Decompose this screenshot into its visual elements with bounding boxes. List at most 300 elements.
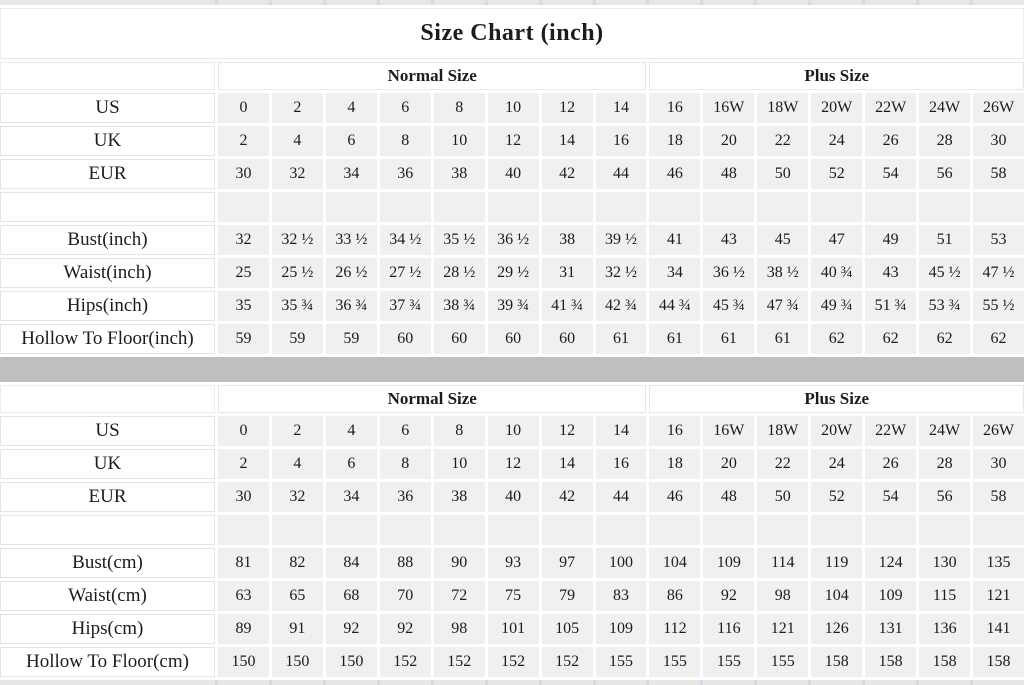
data-cell: 49 bbox=[865, 225, 916, 255]
data-cell: 60 bbox=[434, 324, 485, 354]
data-cell: 104 bbox=[811, 581, 862, 611]
data-cell: 16 bbox=[649, 93, 700, 123]
data-cell: 0 bbox=[218, 93, 269, 123]
cropped-cell bbox=[542, 0, 593, 5]
data-cell: 121 bbox=[757, 614, 808, 644]
data-cell: 36 ¾ bbox=[326, 291, 377, 321]
data-cell: 51 bbox=[919, 225, 970, 255]
data-cell: 53 ¾ bbox=[919, 291, 970, 321]
data-cell: 112 bbox=[649, 614, 700, 644]
cropped-row-bottom bbox=[0, 680, 1024, 685]
data-cell: 47 ¾ bbox=[757, 291, 808, 321]
data-cell: 61 bbox=[757, 324, 808, 354]
data-cell: 126 bbox=[811, 614, 862, 644]
cropped-cell bbox=[703, 0, 754, 5]
data-cell: 100 bbox=[596, 548, 647, 578]
data-cell: 24 bbox=[811, 449, 862, 479]
data-cell: 28 bbox=[919, 449, 970, 479]
data-cell: 109 bbox=[596, 614, 647, 644]
data-cell: 42 ¾ bbox=[596, 291, 647, 321]
row-label bbox=[0, 515, 215, 545]
data-cell: 41 ¾ bbox=[542, 291, 593, 321]
data-cell: 25 bbox=[218, 258, 269, 288]
data-cell: 152 bbox=[542, 647, 593, 677]
data-cell: 155 bbox=[596, 647, 647, 677]
data-cell: 81 bbox=[218, 548, 269, 578]
data-cell: 152 bbox=[380, 647, 431, 677]
row-label: Hollow To Floor(inch) bbox=[0, 324, 215, 354]
data-cell: 36 ½ bbox=[703, 258, 754, 288]
data-cell: 97 bbox=[542, 548, 593, 578]
data-cell: 45 ¾ bbox=[703, 291, 754, 321]
data-cell: 24W bbox=[919, 93, 970, 123]
data-cell: 135 bbox=[973, 548, 1024, 578]
data-cell: 16 bbox=[596, 126, 647, 156]
data-cell bbox=[811, 192, 862, 222]
data-cell: 28 ½ bbox=[434, 258, 485, 288]
data-cell bbox=[434, 192, 485, 222]
data-cell: 61 bbox=[596, 324, 647, 354]
row-label: EUR bbox=[0, 159, 215, 189]
cropped-cell bbox=[218, 680, 269, 685]
data-cell: 20W bbox=[811, 416, 862, 446]
data-cell: 124 bbox=[865, 548, 916, 578]
data-cell: 98 bbox=[434, 614, 485, 644]
data-cell: 4 bbox=[272, 126, 323, 156]
plus-size-header: Plus Size bbox=[649, 62, 1024, 90]
data-cell: 14 bbox=[596, 93, 647, 123]
table-row bbox=[0, 192, 1024, 222]
data-cell: 47 bbox=[811, 225, 862, 255]
data-cell: 24 bbox=[811, 126, 862, 156]
data-cell: 22W bbox=[865, 416, 916, 446]
data-cell: 47 ½ bbox=[973, 258, 1024, 288]
data-cell: 26 ½ bbox=[326, 258, 377, 288]
data-cell: 152 bbox=[434, 647, 485, 677]
data-cell: 29 ½ bbox=[488, 258, 539, 288]
data-cell bbox=[649, 515, 700, 545]
cropped-cell bbox=[434, 680, 485, 685]
data-cell: 36 bbox=[380, 159, 431, 189]
table-row bbox=[0, 647, 1024, 677]
data-cell: 14 bbox=[542, 449, 593, 479]
normal-size-header: Normal Size bbox=[218, 385, 646, 413]
cropped-cell bbox=[596, 680, 647, 685]
data-cell: 63 bbox=[218, 581, 269, 611]
table-row bbox=[0, 126, 1024, 156]
data-cell bbox=[542, 515, 593, 545]
data-cell: 59 bbox=[218, 324, 269, 354]
header-blank-cell bbox=[0, 385, 215, 413]
data-cell: 25 ½ bbox=[272, 258, 323, 288]
cropped-cell bbox=[649, 680, 700, 685]
data-cell bbox=[488, 515, 539, 545]
data-cell: 158 bbox=[865, 647, 916, 677]
data-cell: 68 bbox=[326, 581, 377, 611]
data-cell: 24W bbox=[919, 416, 970, 446]
cropped-cell bbox=[596, 0, 647, 5]
table-row bbox=[0, 324, 1024, 354]
data-cell: 56 bbox=[919, 482, 970, 512]
data-cell: 6 bbox=[326, 449, 377, 479]
data-cell: 70 bbox=[380, 581, 431, 611]
cropped-cell bbox=[380, 680, 431, 685]
data-cell: 50 bbox=[757, 159, 808, 189]
data-cell: 18 bbox=[649, 449, 700, 479]
data-cell: 6 bbox=[380, 93, 431, 123]
data-cell: 10 bbox=[488, 93, 539, 123]
table-row bbox=[0, 614, 1024, 644]
table-row bbox=[0, 291, 1024, 321]
data-cell: 101 bbox=[488, 614, 539, 644]
row-label: UK bbox=[0, 126, 215, 156]
data-cell: 30 bbox=[973, 126, 1024, 156]
data-cell: 121 bbox=[973, 581, 1024, 611]
row-label: UK bbox=[0, 449, 215, 479]
inch-section bbox=[0, 62, 1024, 354]
cropped-cell bbox=[326, 680, 377, 685]
data-cell: 32 ½ bbox=[272, 225, 323, 255]
data-cell: 12 bbox=[542, 93, 593, 123]
data-cell: 46 bbox=[649, 159, 700, 189]
row-label: US bbox=[0, 416, 215, 446]
data-cell: 12 bbox=[488, 449, 539, 479]
data-cell: 8 bbox=[434, 416, 485, 446]
cm-section bbox=[0, 385, 1024, 677]
data-cell: 35 ½ bbox=[434, 225, 485, 255]
data-cell: 114 bbox=[757, 548, 808, 578]
table-row bbox=[0, 482, 1024, 512]
row-label: EUR bbox=[0, 482, 215, 512]
data-cell: 45 ½ bbox=[919, 258, 970, 288]
cropped-cell bbox=[811, 0, 862, 5]
data-cell bbox=[596, 192, 647, 222]
data-cell bbox=[542, 192, 593, 222]
data-cell: 91 bbox=[272, 614, 323, 644]
data-cell: 28 bbox=[919, 126, 970, 156]
cropped-cell bbox=[272, 0, 323, 5]
data-cell: 155 bbox=[703, 647, 754, 677]
data-cell bbox=[434, 515, 485, 545]
data-cell: 52 bbox=[811, 482, 862, 512]
row-label: Hollow To Floor(cm) bbox=[0, 647, 215, 677]
data-cell: 155 bbox=[757, 647, 808, 677]
data-cell: 46 bbox=[649, 482, 700, 512]
data-cell: 62 bbox=[919, 324, 970, 354]
data-cell: 36 bbox=[380, 482, 431, 512]
data-cell bbox=[649, 192, 700, 222]
data-cell: 115 bbox=[919, 581, 970, 611]
cropped-cell bbox=[434, 0, 485, 5]
data-cell: 2 bbox=[218, 449, 269, 479]
data-cell: 30 bbox=[973, 449, 1024, 479]
data-cell: 34 bbox=[649, 258, 700, 288]
cm-section-body bbox=[0, 385, 1024, 677]
table-rows bbox=[0, 416, 1024, 677]
data-cell: 36 ½ bbox=[488, 225, 539, 255]
data-cell: 35 ¾ bbox=[272, 291, 323, 321]
data-cell: 8 bbox=[380, 126, 431, 156]
data-cell bbox=[919, 192, 970, 222]
data-cell bbox=[757, 515, 808, 545]
data-cell: 22 bbox=[757, 126, 808, 156]
data-cell bbox=[703, 515, 754, 545]
table-row bbox=[0, 225, 1024, 255]
data-cell: 10 bbox=[434, 449, 485, 479]
data-cell: 41 bbox=[649, 225, 700, 255]
data-cell: 50 bbox=[757, 482, 808, 512]
data-cell: 82 bbox=[272, 548, 323, 578]
data-cell: 55 ½ bbox=[973, 291, 1024, 321]
data-cell: 32 ½ bbox=[596, 258, 647, 288]
data-cell: 26W bbox=[973, 93, 1024, 123]
data-cell: 42 bbox=[542, 159, 593, 189]
data-cell: 39 ¾ bbox=[488, 291, 539, 321]
data-cell: 49 ¾ bbox=[811, 291, 862, 321]
cropped-cell bbox=[919, 680, 970, 685]
data-cell: 48 bbox=[703, 159, 754, 189]
data-cell: 119 bbox=[811, 548, 862, 578]
data-cell bbox=[326, 192, 377, 222]
data-cell: 158 bbox=[919, 647, 970, 677]
cropped-cell bbox=[973, 0, 1024, 5]
data-cell bbox=[596, 515, 647, 545]
table-row bbox=[0, 159, 1024, 189]
cropped-cell bbox=[488, 0, 539, 5]
data-cell: 35 bbox=[218, 291, 269, 321]
data-cell: 51 ¾ bbox=[865, 291, 916, 321]
table-row bbox=[0, 581, 1024, 611]
data-cell: 65 bbox=[272, 581, 323, 611]
data-cell: 75 bbox=[488, 581, 539, 611]
cropped-cell bbox=[326, 0, 377, 5]
cropped-cell bbox=[919, 0, 970, 5]
data-cell: 38 bbox=[434, 482, 485, 512]
data-cell: 2 bbox=[272, 93, 323, 123]
data-cell: 4 bbox=[326, 93, 377, 123]
data-cell: 90 bbox=[434, 548, 485, 578]
data-cell: 61 bbox=[703, 324, 754, 354]
data-cell bbox=[919, 515, 970, 545]
data-cell: 6 bbox=[380, 416, 431, 446]
data-cell: 26W bbox=[973, 416, 1024, 446]
table-row bbox=[0, 93, 1024, 123]
row-label: US bbox=[0, 93, 215, 123]
row-label: Bust(inch) bbox=[0, 225, 215, 255]
data-cell: 54 bbox=[865, 482, 916, 512]
data-cell: 105 bbox=[542, 614, 593, 644]
data-cell: 2 bbox=[272, 416, 323, 446]
data-cell: 30 bbox=[218, 482, 269, 512]
data-cell: 56 bbox=[919, 159, 970, 189]
data-cell: 34 ½ bbox=[380, 225, 431, 255]
data-cell: 14 bbox=[596, 416, 647, 446]
cropped-cell bbox=[865, 680, 916, 685]
data-cell: 26 bbox=[865, 126, 916, 156]
data-cell: 48 bbox=[703, 482, 754, 512]
cropped-cell bbox=[0, 680, 215, 685]
size-group-header-row bbox=[0, 62, 1024, 90]
cropped-cell bbox=[757, 680, 808, 685]
data-cell: 58 bbox=[973, 159, 1024, 189]
data-cell bbox=[811, 515, 862, 545]
data-cell: 32 bbox=[272, 482, 323, 512]
data-cell: 130 bbox=[919, 548, 970, 578]
cropped-cell bbox=[757, 0, 808, 5]
data-cell: 53 bbox=[973, 225, 1024, 255]
data-cell: 60 bbox=[488, 324, 539, 354]
data-cell: 109 bbox=[703, 548, 754, 578]
data-cell: 92 bbox=[380, 614, 431, 644]
data-cell bbox=[380, 515, 431, 545]
data-cell bbox=[488, 192, 539, 222]
data-cell bbox=[865, 192, 916, 222]
data-cell: 45 bbox=[757, 225, 808, 255]
table-row bbox=[0, 449, 1024, 479]
data-cell: 44 bbox=[596, 482, 647, 512]
data-cell: 40 bbox=[488, 159, 539, 189]
data-cell bbox=[218, 192, 269, 222]
data-cell bbox=[326, 515, 377, 545]
page-title: Size Chart (inch) bbox=[0, 8, 1024, 59]
data-cell: 18 bbox=[649, 126, 700, 156]
cropped-cell bbox=[488, 680, 539, 685]
data-cell: 38 bbox=[542, 225, 593, 255]
data-cell: 43 bbox=[703, 225, 754, 255]
cropped-cell bbox=[973, 680, 1024, 685]
table-row bbox=[0, 515, 1024, 545]
data-cell bbox=[218, 515, 269, 545]
row-label: Waist(inch) bbox=[0, 258, 215, 288]
data-cell: 44 bbox=[596, 159, 647, 189]
data-cell: 40 ¾ bbox=[811, 258, 862, 288]
data-cell: 16 bbox=[649, 416, 700, 446]
cropped-cell bbox=[703, 680, 754, 685]
cropped-cell bbox=[649, 0, 700, 5]
data-cell: 42 bbox=[542, 482, 593, 512]
data-cell bbox=[703, 192, 754, 222]
data-cell bbox=[757, 192, 808, 222]
data-cell: 37 ¾ bbox=[380, 291, 431, 321]
cropped-cell bbox=[865, 0, 916, 5]
data-cell: 104 bbox=[649, 548, 700, 578]
data-cell: 22W bbox=[865, 93, 916, 123]
data-cell: 16W bbox=[703, 93, 754, 123]
inch-section-body bbox=[0, 62, 1024, 354]
data-cell: 54 bbox=[865, 159, 916, 189]
data-cell: 116 bbox=[703, 614, 754, 644]
table-row bbox=[0, 258, 1024, 288]
data-cell bbox=[272, 515, 323, 545]
data-cell: 86 bbox=[649, 581, 700, 611]
data-cell: 33 ½ bbox=[326, 225, 377, 255]
data-cell: 6 bbox=[326, 126, 377, 156]
data-cell: 32 bbox=[218, 225, 269, 255]
data-cell: 62 bbox=[865, 324, 916, 354]
data-cell: 16W bbox=[703, 416, 754, 446]
data-cell: 93 bbox=[488, 548, 539, 578]
data-cell: 98 bbox=[757, 581, 808, 611]
data-cell: 59 bbox=[326, 324, 377, 354]
cropped-row-top bbox=[0, 0, 1024, 5]
data-cell: 92 bbox=[703, 581, 754, 611]
data-cell: 72 bbox=[434, 581, 485, 611]
data-cell: 150 bbox=[218, 647, 269, 677]
data-cell: 43 bbox=[865, 258, 916, 288]
data-cell: 84 bbox=[326, 548, 377, 578]
data-cell: 38 ½ bbox=[757, 258, 808, 288]
data-cell: 44 ¾ bbox=[649, 291, 700, 321]
data-cell: 59 bbox=[272, 324, 323, 354]
header-blank-cell bbox=[0, 62, 215, 90]
data-cell: 52 bbox=[811, 159, 862, 189]
table-row bbox=[0, 416, 1024, 446]
data-cell: 60 bbox=[380, 324, 431, 354]
cropped-cell bbox=[0, 0, 215, 5]
data-cell: 92 bbox=[326, 614, 377, 644]
cropped-cell bbox=[542, 680, 593, 685]
row-label: Hips(cm) bbox=[0, 614, 215, 644]
data-cell: 58 bbox=[973, 482, 1024, 512]
data-cell: 8 bbox=[380, 449, 431, 479]
data-cell: 158 bbox=[811, 647, 862, 677]
data-cell: 4 bbox=[326, 416, 377, 446]
cropped-cell bbox=[811, 680, 862, 685]
data-cell: 141 bbox=[973, 614, 1024, 644]
data-cell: 4 bbox=[272, 449, 323, 479]
data-cell: 79 bbox=[542, 581, 593, 611]
data-cell: 30 bbox=[218, 159, 269, 189]
data-cell: 0 bbox=[218, 416, 269, 446]
row-label: Waist(cm) bbox=[0, 581, 215, 611]
data-cell: 155 bbox=[649, 647, 700, 677]
data-cell: 60 bbox=[542, 324, 593, 354]
data-cell: 31 bbox=[542, 258, 593, 288]
data-cell: 12 bbox=[488, 126, 539, 156]
data-cell: 16 bbox=[596, 449, 647, 479]
cropped-cell bbox=[272, 680, 323, 685]
data-cell: 12 bbox=[542, 416, 593, 446]
data-cell: 10 bbox=[488, 416, 539, 446]
data-cell: 20 bbox=[703, 126, 754, 156]
data-cell: 83 bbox=[596, 581, 647, 611]
data-cell: 10 bbox=[434, 126, 485, 156]
data-cell bbox=[380, 192, 431, 222]
data-cell: 39 ½ bbox=[596, 225, 647, 255]
data-cell: 22 bbox=[757, 449, 808, 479]
data-cell: 152 bbox=[488, 647, 539, 677]
data-cell: 38 bbox=[434, 159, 485, 189]
row-label: Hips(inch) bbox=[0, 291, 215, 321]
data-cell: 18W bbox=[757, 416, 808, 446]
data-cell: 20 bbox=[703, 449, 754, 479]
data-cell: 88 bbox=[380, 548, 431, 578]
data-cell: 18W bbox=[757, 93, 808, 123]
data-cell: 26 bbox=[865, 449, 916, 479]
data-cell: 20W bbox=[811, 93, 862, 123]
data-cell: 150 bbox=[272, 647, 323, 677]
data-cell bbox=[865, 515, 916, 545]
data-cell: 109 bbox=[865, 581, 916, 611]
plus-size-header: Plus Size bbox=[649, 385, 1024, 413]
data-cell: 89 bbox=[218, 614, 269, 644]
data-cell: 158 bbox=[973, 647, 1024, 677]
data-cell: 38 ¾ bbox=[434, 291, 485, 321]
table-row bbox=[0, 548, 1024, 578]
data-cell: 27 ½ bbox=[380, 258, 431, 288]
table-rows bbox=[0, 93, 1024, 354]
size-group-header-row bbox=[0, 385, 1024, 413]
